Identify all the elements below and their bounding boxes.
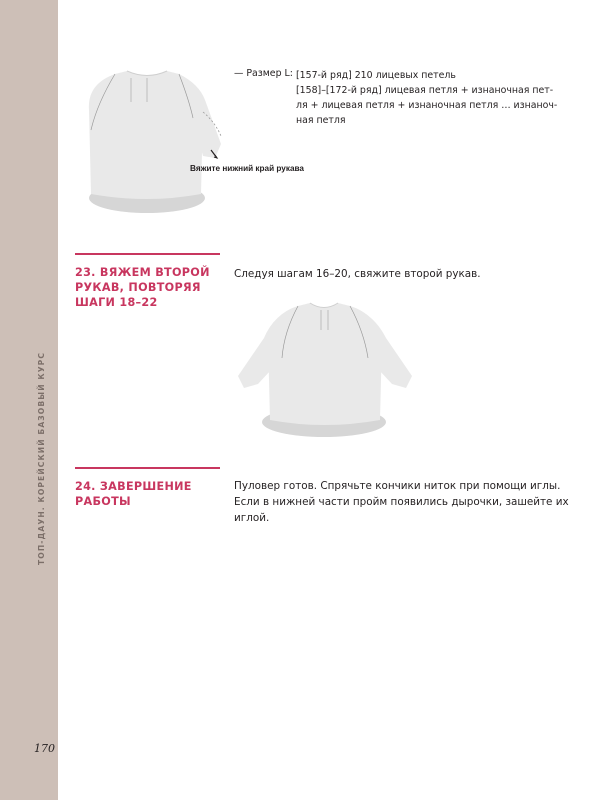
page-number: 170 [34,742,55,755]
sweater-finished-illustration [232,298,418,444]
step-23-text [234,266,481,282]
sweater-one-sleeve-illustration [75,60,225,220]
heading-line: РАБОТЫ [75,495,131,508]
running-title: ТОП-ДАУН. КОРЕЙСКИЙ БАЗОВЫЙ КУРС [37,352,46,565]
text-line: Пуловер готов. Спрячьте кончики ниток при помощи иглы. [234,480,561,492]
step-24-heading [75,479,192,509]
heading-line: 24. ЗАВЕРШЕНИЕ [75,480,192,493]
size-l-label: — Размер L: [234,68,293,79]
side-band [0,0,58,800]
text-line: иглой. [234,512,270,524]
section-divider [75,253,220,255]
text-line: Если в нижней части пройм появились дырочки, зашейте их [234,496,569,508]
text-line: Следуя шагам 16–20, свяжите второй рукав. [234,268,481,280]
instruction-line: [157-й ряд] 210 лицевых петель [296,70,456,81]
illustration-note: Вяжите нижний край рукава [190,164,304,173]
step-24-text [234,478,569,526]
instruction-line: ная петля [296,115,346,126]
heading-line: 23. ВЯЖЕМ ВТОРОЙ [75,266,210,279]
instruction-line: [158]–[172-й ряд] лицевая петля + изнаночная пет- [296,85,554,96]
step-23-heading [75,265,210,310]
heading-line: РУКАВ, ПОВТОРЯЯ [75,281,201,294]
instruction-line: ля + лицевая петля + изнаночная петля … изнаноч- [296,100,558,111]
heading-line: ШАГИ 18–22 [75,296,158,309]
size-l-instructions [296,68,558,128]
section-divider [75,467,220,469]
